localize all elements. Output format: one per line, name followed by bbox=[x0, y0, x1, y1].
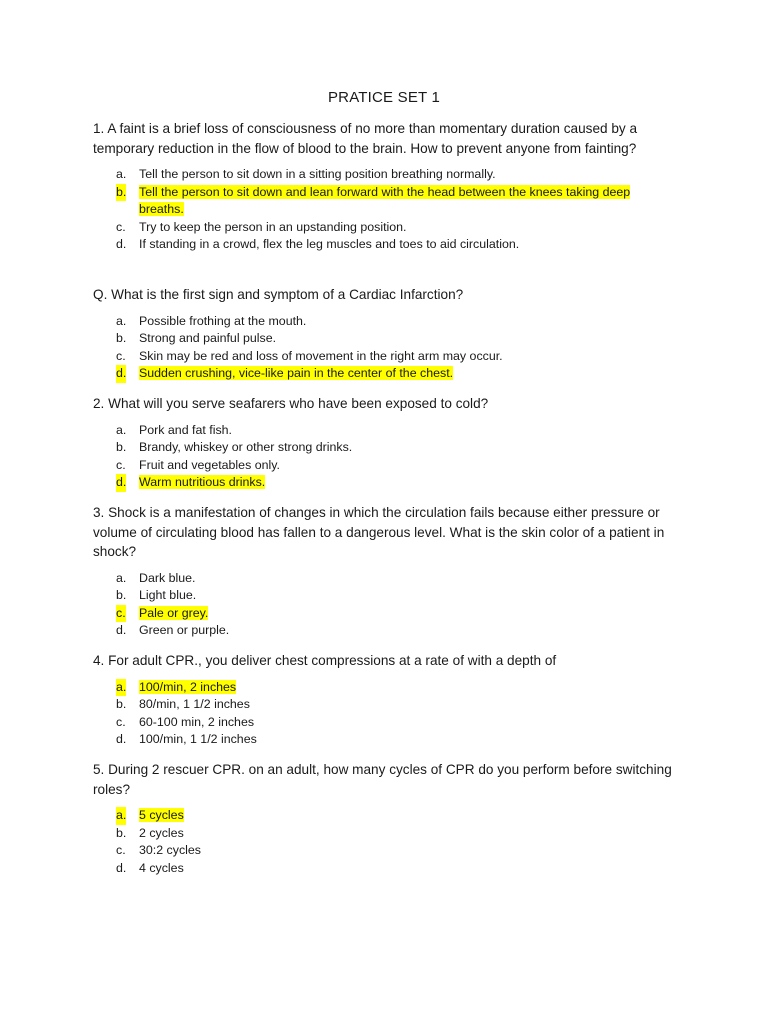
option-b: b. 80/min, 1 1/2 inches bbox=[116, 697, 250, 712]
option-d: d. 100/min, 1 1/2 inches bbox=[116, 732, 257, 747]
option-a: a. Possible frothing at the mouth. bbox=[116, 313, 307, 328]
option-b: b. Light blue. bbox=[116, 588, 197, 603]
question-1 bbox=[93, 119, 678, 254]
option-c: c. 30:2 cycles bbox=[116, 843, 201, 858]
question-3 bbox=[93, 503, 678, 640]
page-title: PRATICE SET 1 bbox=[327, 89, 441, 106]
option-a-answer: a. 100/min, 2 inches bbox=[93, 679, 678, 697]
option-d: d. Green or purple. bbox=[116, 623, 230, 638]
option-list bbox=[93, 570, 678, 640]
option-c: c. 60-100 min, 2 inches bbox=[116, 714, 255, 729]
option-b-answer: b. Tell the person to sit down and lean forward with the head between the knees taking deep breaths. bbox=[116, 184, 631, 217]
question-5 bbox=[93, 760, 678, 877]
option-b: b. Strong and painful pulse. bbox=[116, 331, 277, 346]
question-q bbox=[93, 285, 678, 383]
option-c-answer: c. Pale or grey. bbox=[93, 605, 678, 623]
option-a: a. Dark blue. bbox=[116, 570, 196, 585]
question-4 bbox=[93, 651, 678, 749]
option-b: b. 2 cycles bbox=[116, 825, 184, 840]
option-c: c. Skin may be red and loss of movement in the right arm may occur. bbox=[116, 348, 503, 363]
option-list bbox=[93, 166, 678, 254]
option-d: d. 4 cycles bbox=[116, 860, 184, 875]
question-text: Q. What is the first sign and symptom of a Cardiac Infarction? bbox=[93, 287, 464, 302]
option-b: b. Brandy, whiskey or other strong drinks. bbox=[116, 440, 353, 455]
option-list bbox=[93, 807, 678, 877]
option-d: d. If standing in a crowd, flex the leg muscles and toes to aid circulation. bbox=[116, 237, 520, 252]
question-text: 4. For adult CPR., you deliver chest compressions at a rate of with a depth of bbox=[93, 653, 557, 668]
option-d-answer: d. Warm nutritious drinks. bbox=[93, 474, 678, 492]
question-2 bbox=[93, 394, 678, 492]
option-a: a. Tell the person to sit down in a sitting position breathing normally. bbox=[116, 167, 496, 181]
option-a: a. Pork and fat fish. bbox=[116, 422, 232, 437]
question-text: 2. What will you serve seafarers who have been exposed to cold? bbox=[93, 396, 489, 411]
question-text: 1. A faint is a brief loss of consciousness of no more than momentary duration caused by a temporary reduction in the flow of blood to the brain. How to prevent anyone from fainting? bbox=[93, 121, 638, 156]
question-text: 3. Shock is a manifestation of changes in which the circulation fails because either pressure or volume of circulating blood has fallen to a dangerous level. What is the skin color of a patient in shock? bbox=[93, 505, 665, 559]
option-list bbox=[93, 313, 678, 383]
option-c: c. Fruit and vegetables only. bbox=[116, 457, 280, 472]
option-c: c. Try to keep the person in an upstanding position. bbox=[116, 219, 407, 234]
option-a-answer: a. 5 cycles bbox=[93, 807, 678, 825]
option-d-answer: d. Sudden crushing, vice-like pain in the center of the chest. bbox=[93, 365, 678, 383]
option-list bbox=[93, 422, 678, 492]
option-list bbox=[93, 679, 678, 749]
question-text: 5. During 2 rescuer CPR. on an adult, how many cycles of CPR do you perform before switching roles? bbox=[93, 762, 672, 797]
